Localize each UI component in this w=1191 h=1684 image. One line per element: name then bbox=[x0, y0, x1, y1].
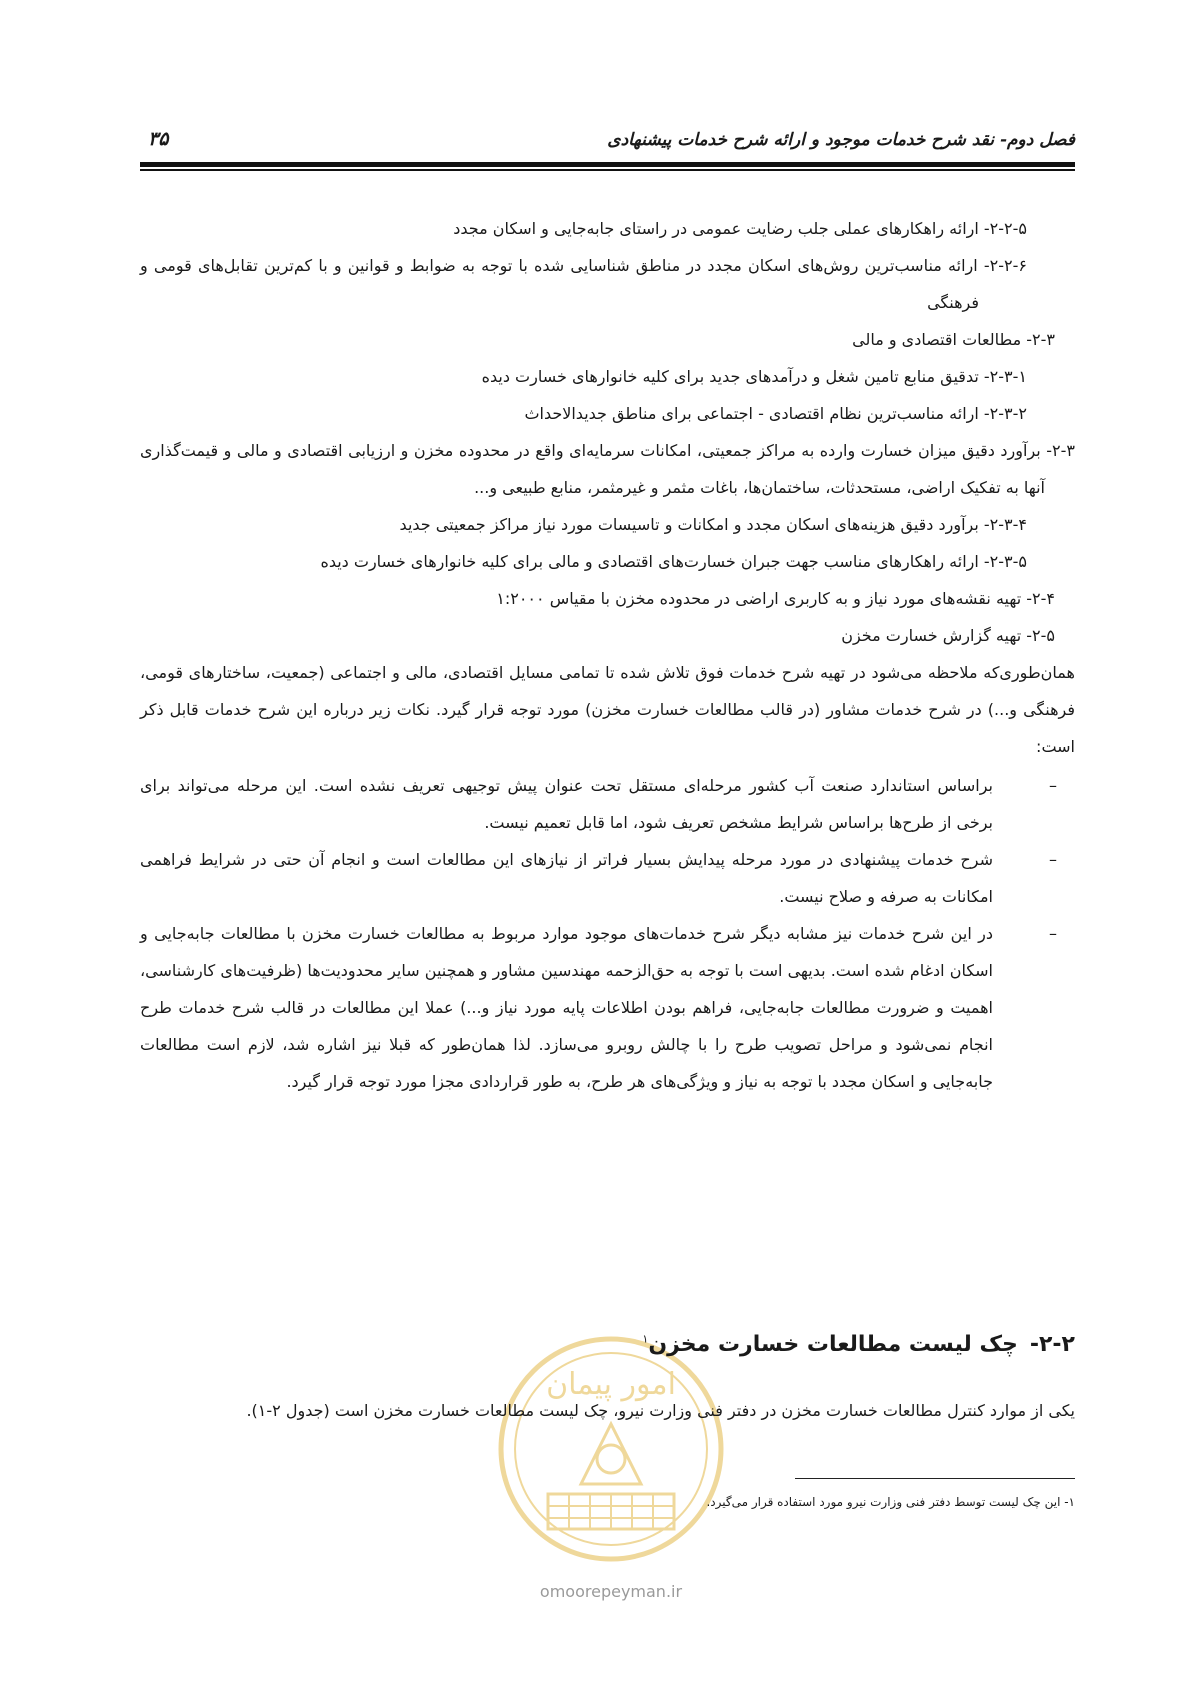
list-item: ۲-۳- مطالعات اقتصادی و مالی bbox=[852, 330, 1055, 349]
list-item: ۲-۳- برآورد دقیق میزان خسارت وارده به مراکز جمعیتی، امکانات سرمایه‌ای واقع در محدوده مخزن و ارزیابی اقتصادی و مالی و قیمت‌گذاری آنها به تفکیک اراضی، مستحدثات، ساختمان‌ها، باغات مثمر و غیرمثمر، منابع طبیعی و... bbox=[140, 441, 1075, 497]
note-item bbox=[140, 915, 1075, 1100]
list-item: ۲-۳-۵- ارائه راهکارهای مناسب جهت جبران خسارت‌های اقتصادی و مالی برای کلیه خانوارهای خسارت دیده bbox=[320, 552, 1027, 571]
note-text: براساس استاندارد صنعت آب کشور مرحله‌ای مستقل تحت عنوان پیش توجیهی تعریف نشده است. این مرحله می‌تواند برای برخی از طرح‌ها براساس شرایط مشخص تعریف شود، اما قابل تعمیم نیست. bbox=[140, 776, 993, 832]
list-item: ۲-۳-۲- ارائه مناسب‌ترین نظام اقتصادی - اجتماعی برای مناطق جدیدالاحداث bbox=[524, 404, 1027, 423]
bullet-dash: – bbox=[1049, 924, 1057, 943]
list-item: ۲-۴- تهیه نقشه‌های مورد نیاز و به کاربری اراضی در محدوده مخزن با مقیاس ۱:۲۰۰۰ bbox=[496, 589, 1055, 608]
summary-paragraph: همان‌طوری‌که ملاحظه می‌شود در تهیه شرح خدمات فوق تلاش شده تا تمامی مسایل اقتصادی، مالی و اجتماعی (جمعیت، ساختارهای قومی، فرهنگی و...) در شرح خدمات مشاور (در قالب مطالعات خسارت مخزن) مورد توجه قرار گیرد. نکات زیر درباره این شرح خدمات قابل ذکر است: bbox=[140, 663, 1075, 756]
header-rule-thin bbox=[140, 169, 1075, 171]
note-text: در این شرح خدمات نیز مشابه دیگر شرح خدمات‌های موجود موارد مربوط به مطالعات خسارت مخزن با مطالعات جابه‌جایی و اسکان ادغام شده است. بدیهی است با توجه به حق‌الزحمه مهندسین مشاور و همچنین سایر محدودیت‌ها (ظرفیت‌های کارشناسی، اهمیت و ضرورت مطالعات جابه‌جایی، فراهم بودن اطلاعات پایه مورد نیاز و...) عملا این مطالعات در قالب شرح خدمات طرح انجام نمی‌شود و مراحل تصویب طرح را با چالش روبرو می‌سازد. لذا همان‌طور که قبلا نیز اشاره شد، لازم است مطالعات جابه‌جایی و اسکان مجدد با توجه به نیاز و ویژگی‌های هر طرح، به طور قراردادی مجزا مورد توجه قرار گیرد. bbox=[140, 924, 993, 1091]
svg-text:امور پیمان: امور پیمان bbox=[546, 1367, 676, 1402]
bullet-dash: – bbox=[1049, 850, 1057, 869]
list-item: ۲-۲-۵- ارائه راهکارهای عملی جلب رضایت عمومی در راستای جابه‌جایی و اسکان مجدد bbox=[453, 219, 1027, 238]
list-item: ۲-۳-۴- برآورد دقیق هزینه‌های اسکان مجدد و امکانات و تاسیسات مورد نیاز مراکز جمعیتی جدید bbox=[399, 515, 1027, 534]
notes-list bbox=[140, 767, 1075, 1100]
note-item bbox=[140, 767, 1075, 841]
bullet-dash: – bbox=[1049, 776, 1057, 795]
list-item: ۲-۳-۱- تدقیق منابع تامین شغل و درآمدهای جدید برای کلیه خانوارهای خسارت دیده bbox=[481, 367, 1027, 386]
page-number: ۳۵ bbox=[148, 128, 169, 150]
section-title: چک لیست مطالعات خسارت مخزن bbox=[648, 1332, 1018, 1357]
footnote: ۱- این چک لیست توسط دفتر فنی وزارت نیرو مورد استفاده قرار می‌گیرد. bbox=[706, 1495, 1075, 1509]
chapter-title: فصل دوم- نقد شرح خدمات موجود و ارائه شرح خدمات پیشنهادی bbox=[607, 130, 1075, 150]
list-item: ۲-۲-۶- ارائه مناسب‌ترین روش‌های اسکان مجدد در مناطق شناسایی شده با توجه به ضوابط و قوانین و با کم‌ترین تقابل‌های قومی و فرهنگی bbox=[140, 256, 1027, 312]
section-paragraph: یکی از موارد کنترل مطالعات خسارت مخزن در دفتر فنی وزارت نیرو، چک لیست مطالعات خسارت مخزن است (جدول ۲-۱). bbox=[246, 1401, 1075, 1420]
footnote-ref: ۱ bbox=[642, 1332, 649, 1346]
section-number: ۲-۲- bbox=[1029, 1332, 1075, 1357]
main-body bbox=[140, 210, 1075, 1100]
running-header bbox=[140, 118, 1075, 158]
list-item: ۲-۵- تهیه گزارش خسارت مخزن bbox=[841, 626, 1055, 645]
watermark-logo-icon bbox=[486, 1324, 736, 1574]
footnote-separator bbox=[795, 1478, 1075, 1479]
section-heading bbox=[140, 1332, 1075, 1357]
note-text: شرح خدمات پیشنهادی در مورد مرحله پیدایش بسیار فراتر از نیازهای این مطالعات است و انجام آن حتی در شرایط فراهمی امکانات به صرفه و صلاح نیست. bbox=[140, 850, 993, 906]
note-item bbox=[140, 841, 1075, 915]
watermark-url: omoorepeyman.ir bbox=[539, 1582, 683, 1601]
header-rule-thick bbox=[140, 162, 1075, 167]
